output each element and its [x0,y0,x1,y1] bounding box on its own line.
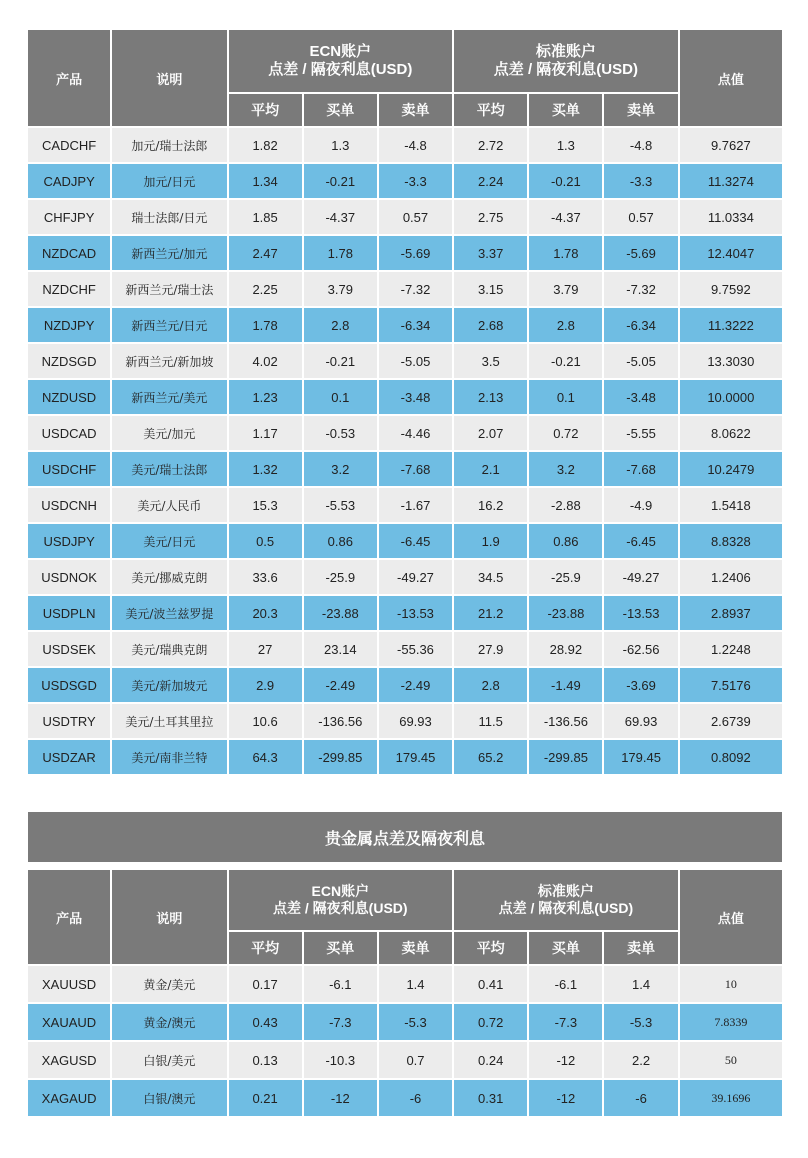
table-row [28,236,782,270]
ecn-buy-cell: -4.37 [304,200,377,234]
standard-buy-cell: -25.9 [529,560,602,594]
table-row [28,488,782,522]
standard-buy-cell: 1.3 [529,128,602,162]
ecn-sell-cell: -3.3 [379,164,452,198]
metals-header-standard-sell: 卖单 [604,932,677,964]
pip-value-cell: 8.0622 [680,416,782,450]
table-row [28,596,782,630]
ecn-average-cell: 4.02 [229,344,302,378]
header-ecn-subtitle: 点差 / 隔夜利息(USD) [268,61,413,78]
header-ecn-average: 平均 [229,94,302,126]
product-cell: NZDJPY [28,308,110,342]
ecn-sell-cell: -7.32 [379,272,452,306]
table-row [28,380,782,414]
standard-buy-cell: -0.21 [529,344,602,378]
ecn-buy-cell: -2.49 [304,668,377,702]
ecn-average-cell: 1.82 [229,128,302,162]
product-cell: USDJPY [28,524,110,558]
standard-average-cell: 0.24 [454,1042,527,1078]
standard-buy-cell: 1.78 [529,236,602,270]
header-standard-subtitle: 点差 / 隔夜利息(USD) [493,61,638,78]
table-row [28,668,782,702]
description-cell: 黄金/美元 [112,966,226,1002]
ecn-buy-cell: 1.78 [304,236,377,270]
ecn-buy-cell: -7.3 [304,1004,377,1040]
description-cell: 新西兰元/美元 [112,380,226,414]
standard-sell-cell: -3.48 [604,380,677,414]
metals-header-standard-buy: 买单 [529,932,602,964]
ecn-sell-cell: -49.27 [379,560,452,594]
pip-value-cell: 13.3030 [680,344,782,378]
ecn-sell-cell: -6.45 [379,524,452,558]
standard-buy-cell: -23.88 [529,596,602,630]
standard-buy-cell: -2.88 [529,488,602,522]
product-cell: USDCAD [28,416,110,450]
ecn-average-cell: 2.9 [229,668,302,702]
standard-average-cell: 3.15 [454,272,527,306]
standard-buy-cell: 3.2 [529,452,602,486]
ecn-buy-cell: 3.79 [304,272,377,306]
header-standard-average: 平均 [454,94,527,126]
standard-average-cell: 2.8 [454,668,527,702]
ecn-average-cell: 0.5 [229,524,302,558]
header-pip-value: 点值 [680,30,782,126]
description-cell: 美元/瑞典克朗 [112,632,226,666]
description-cell: 黄金/澳元 [112,1004,226,1040]
standard-average-cell: 0.41 [454,966,527,1002]
ecn-average-cell: 15.3 [229,488,302,522]
standard-sell-cell: -7.32 [604,272,677,306]
ecn-buy-cell: 2.8 [304,308,377,342]
ecn-buy-cell: -12 [304,1080,377,1116]
description-cell: 美元/加元 [112,416,226,450]
product-cell: NZDUSD [28,380,110,414]
ecn-average-cell: 0.17 [229,966,302,1002]
ecn-average-cell: 2.25 [229,272,302,306]
table-row [28,164,782,198]
description-cell: 美元/南非兰特 [112,740,226,774]
table-row [28,416,782,450]
standard-buy-cell: 3.79 [529,272,602,306]
pip-value-cell: 7.8339 [680,1004,782,1040]
ecn-average-cell: 0.43 [229,1004,302,1040]
ecn-average-cell: 27 [229,632,302,666]
metals-header-product: 产品 [28,870,110,964]
pip-value-cell: 1.5418 [680,488,782,522]
standard-average-cell: 0.31 [454,1080,527,1116]
ecn-sell-cell: -7.68 [379,452,452,486]
metals-header-ecn-buy: 买单 [304,932,377,964]
standard-sell-cell: -49.27 [604,560,677,594]
standard-sell-cell: -6.45 [604,524,677,558]
header-ecn-sell: 卖单 [379,94,452,126]
standard-sell-cell: 2.2 [604,1042,677,1078]
standard-sell-cell: -5.55 [604,416,677,450]
standard-sell-cell: -4.8 [604,128,677,162]
ecn-buy-cell: -5.53 [304,488,377,522]
table-row [28,560,782,594]
standard-sell-cell: -3.3 [604,164,677,198]
ecn-average-cell: 0.13 [229,1042,302,1078]
pip-value-cell: 11.0334 [680,200,782,234]
pip-value-cell: 2.6739 [680,704,782,738]
ecn-average-cell: 33.6 [229,560,302,594]
pip-value-cell: 10 [680,966,782,1002]
standard-sell-cell: 0.57 [604,200,677,234]
product-cell: XAGUSD [28,1042,110,1078]
metals-header-description: 说明 [112,870,226,964]
standard-average-cell: 3.5 [454,344,527,378]
description-cell: 美元/日元 [112,524,226,558]
ecn-sell-cell: -55.36 [379,632,452,666]
precious-metals-spread-table [26,868,784,1118]
metals-header-standard-average: 平均 [454,932,527,964]
standard-sell-cell: 1.4 [604,966,677,1002]
product-cell: CADJPY [28,164,110,198]
pip-value-cell: 50 [680,1042,782,1078]
standard-sell-cell: 179.45 [604,740,677,774]
standard-sell-cell: -5.3 [604,1004,677,1040]
description-cell: 加元/日元 [112,164,226,198]
pip-value-cell: 9.7592 [680,272,782,306]
ecn-buy-cell: 1.3 [304,128,377,162]
ecn-buy-cell: -10.3 [304,1042,377,1078]
ecn-average-cell: 2.47 [229,236,302,270]
table-row [28,308,782,342]
header-standard-account [454,30,678,92]
standard-sell-cell: -4.9 [604,488,677,522]
standard-buy-cell: 0.86 [529,524,602,558]
standard-buy-cell: -136.56 [529,704,602,738]
pip-value-cell: 39.1696 [680,1080,782,1116]
ecn-sell-cell: 0.7 [379,1042,452,1078]
pip-value-cell: 10.2479 [680,452,782,486]
product-cell: USDPLN [28,596,110,630]
table-row [28,740,782,774]
table-row [28,1042,782,1078]
ecn-average-cell: 1.17 [229,416,302,450]
standard-average-cell: 2.1 [454,452,527,486]
standard-buy-cell: -12 [529,1042,602,1078]
ecn-buy-cell: 3.2 [304,452,377,486]
header-standard-title: 标准账户 [535,43,596,60]
metals-header-ecn-sell: 卖单 [379,932,452,964]
ecn-average-cell: 1.23 [229,380,302,414]
metals-header-ecn-account [229,870,453,930]
header-product: 产品 [28,30,110,126]
standard-sell-cell: -5.69 [604,236,677,270]
standard-sell-cell: -6.34 [604,308,677,342]
metals-header-standard-subtitle: 点差 / 隔夜利息(USD) [498,900,634,916]
description-cell: 美元/新加坡元 [112,668,226,702]
metals-header-ecn-title: ECN账户 [311,883,370,899]
pip-value-cell: 11.3274 [680,164,782,198]
table-row [28,200,782,234]
table-row [28,524,782,558]
product-cell: USDTRY [28,704,110,738]
product-cell: USDSEK [28,632,110,666]
description-cell: 美元/瑞士法郎 [112,452,226,486]
ecn-sell-cell: -6 [379,1080,452,1116]
description-cell: 新西兰元/日元 [112,308,226,342]
description-cell: 新西兰元/瑞士法 [112,272,226,306]
ecn-average-cell: 0.21 [229,1080,302,1116]
product-cell: NZDSGD [28,344,110,378]
standard-average-cell: 11.5 [454,704,527,738]
description-cell: 新西兰元/新加坡 [112,344,226,378]
ecn-average-cell: 64.3 [229,740,302,774]
ecn-average-cell: 1.32 [229,452,302,486]
standard-average-cell: 0.72 [454,1004,527,1040]
description-cell: 新西兰元/加元 [112,236,226,270]
standard-sell-cell: -13.53 [604,596,677,630]
standard-sell-cell: -7.68 [604,452,677,486]
product-cell: CADCHF [28,128,110,162]
ecn-buy-cell: 0.1 [304,380,377,414]
ecn-buy-cell: -0.21 [304,344,377,378]
pip-value-cell: 0.8092 [680,740,782,774]
standard-sell-cell: -62.56 [604,632,677,666]
standard-average-cell: 2.07 [454,416,527,450]
product-cell: XAGAUD [28,1080,110,1116]
pip-value-cell: 12.4047 [680,236,782,270]
table-row [28,272,782,306]
ecn-sell-cell: -3.48 [379,380,452,414]
standard-average-cell: 2.24 [454,164,527,198]
description-cell: 白银/澳元 [112,1080,226,1116]
metals-header-standard-account [454,870,678,930]
ecn-buy-cell: 0.86 [304,524,377,558]
header-ecn-buy: 买单 [304,94,377,126]
ecn-buy-cell: -136.56 [304,704,377,738]
table-row [28,128,782,162]
standard-average-cell: 16.2 [454,488,527,522]
standard-average-cell: 1.9 [454,524,527,558]
product-cell: USDCNH [28,488,110,522]
description-cell: 瑞士法郎/日元 [112,200,226,234]
table-row [28,452,782,486]
standard-buy-cell: -12 [529,1080,602,1116]
metals-header-pip-value: 点值 [680,870,782,964]
header-ecn-title: ECN账户 [309,43,372,60]
description-cell: 美元/人民币 [112,488,226,522]
product-cell: USDCHF [28,452,110,486]
standard-average-cell: 21.2 [454,596,527,630]
standard-average-cell: 2.68 [454,308,527,342]
metals-header-ecn-average: 平均 [229,932,302,964]
ecn-sell-cell: -5.05 [379,344,452,378]
pip-value-cell: 7.5176 [680,668,782,702]
ecn-average-cell: 10.6 [229,704,302,738]
pip-value-cell: 9.7627 [680,128,782,162]
ecn-buy-cell: -6.1 [304,966,377,1002]
ecn-sell-cell: -5.69 [379,236,452,270]
standard-average-cell: 34.5 [454,560,527,594]
metals-header-ecn-subtitle: 点差 / 隔夜利息(USD) [273,900,408,916]
ecn-average-cell: 1.34 [229,164,302,198]
header-ecn-account [229,30,453,92]
standard-sell-cell: -5.05 [604,344,677,378]
header-description: 说明 [112,30,226,126]
ecn-buy-cell: -0.21 [304,164,377,198]
ecn-sell-cell: -2.49 [379,668,452,702]
description-cell: 美元/挪威克朗 [112,560,226,594]
ecn-buy-cell: -0.53 [304,416,377,450]
standard-average-cell: 2.13 [454,380,527,414]
metals-section-title: 贵金属点差及隔夜利息 [28,812,782,862]
standard-average-cell: 27.9 [454,632,527,666]
standard-buy-cell: 0.72 [529,416,602,450]
description-cell: 加元/瑞士法郎 [112,128,226,162]
standard-average-cell: 3.37 [454,236,527,270]
description-cell: 美元/土耳其里拉 [112,704,226,738]
standard-sell-cell: -6 [604,1080,677,1116]
product-cell: USDZAR [28,740,110,774]
standard-buy-cell: -4.37 [529,200,602,234]
standard-buy-cell: -0.21 [529,164,602,198]
table-row [28,966,782,1002]
table-row [28,1080,782,1116]
forex-spread-table [26,28,784,776]
ecn-buy-cell: -299.85 [304,740,377,774]
pip-value-cell: 10.0000 [680,380,782,414]
header-standard-buy: 买单 [529,94,602,126]
pip-value-cell: 11.3222 [680,308,782,342]
pip-value-cell: 1.2248 [680,632,782,666]
ecn-average-cell: 1.78 [229,308,302,342]
standard-buy-cell: 28.92 [529,632,602,666]
ecn-buy-cell: -25.9 [304,560,377,594]
pip-value-cell: 8.8328 [680,524,782,558]
ecn-sell-cell: 1.4 [379,966,452,1002]
ecn-sell-cell: 69.93 [379,704,452,738]
ecn-sell-cell: -5.3 [379,1004,452,1040]
ecn-sell-cell: -4.46 [379,416,452,450]
table-row [28,344,782,378]
product-cell: XAUUSD [28,966,110,1002]
standard-sell-cell: 69.93 [604,704,677,738]
ecn-buy-cell: 23.14 [304,632,377,666]
metals-header-standard-title: 标准账户 [537,883,594,899]
product-cell: XAUAUD [28,1004,110,1040]
description-cell: 美元/波兰兹罗提 [112,596,226,630]
standard-buy-cell: -299.85 [529,740,602,774]
pip-value-cell: 1.2406 [680,560,782,594]
ecn-buy-cell: -23.88 [304,596,377,630]
product-cell: USDNOK [28,560,110,594]
ecn-sell-cell: -1.67 [379,488,452,522]
product-cell: NZDCAD [28,236,110,270]
ecn-sell-cell: 179.45 [379,740,452,774]
ecn-average-cell: 20.3 [229,596,302,630]
ecn-average-cell: 1.85 [229,200,302,234]
standard-buy-cell: 0.1 [529,380,602,414]
product-cell: USDSGD [28,668,110,702]
standard-average-cell: 2.75 [454,200,527,234]
header-standard-sell: 卖单 [604,94,677,126]
standard-buy-cell: -6.1 [529,966,602,1002]
description-cell: 白银/美元 [112,1042,226,1078]
standard-buy-cell: -1.49 [529,668,602,702]
standard-sell-cell: -3.69 [604,668,677,702]
table-row [28,1004,782,1040]
table-row [28,632,782,666]
standard-average-cell: 65.2 [454,740,527,774]
ecn-sell-cell: -4.8 [379,128,452,162]
ecn-sell-cell: 0.57 [379,200,452,234]
table-row [28,704,782,738]
standard-buy-cell: -7.3 [529,1004,602,1040]
pip-value-cell: 2.8937 [680,596,782,630]
product-cell: CHFJPY [28,200,110,234]
ecn-sell-cell: -13.53 [379,596,452,630]
standard-buy-cell: 2.8 [529,308,602,342]
standard-average-cell: 2.72 [454,128,527,162]
product-cell: NZDCHF [28,272,110,306]
ecn-sell-cell: -6.34 [379,308,452,342]
